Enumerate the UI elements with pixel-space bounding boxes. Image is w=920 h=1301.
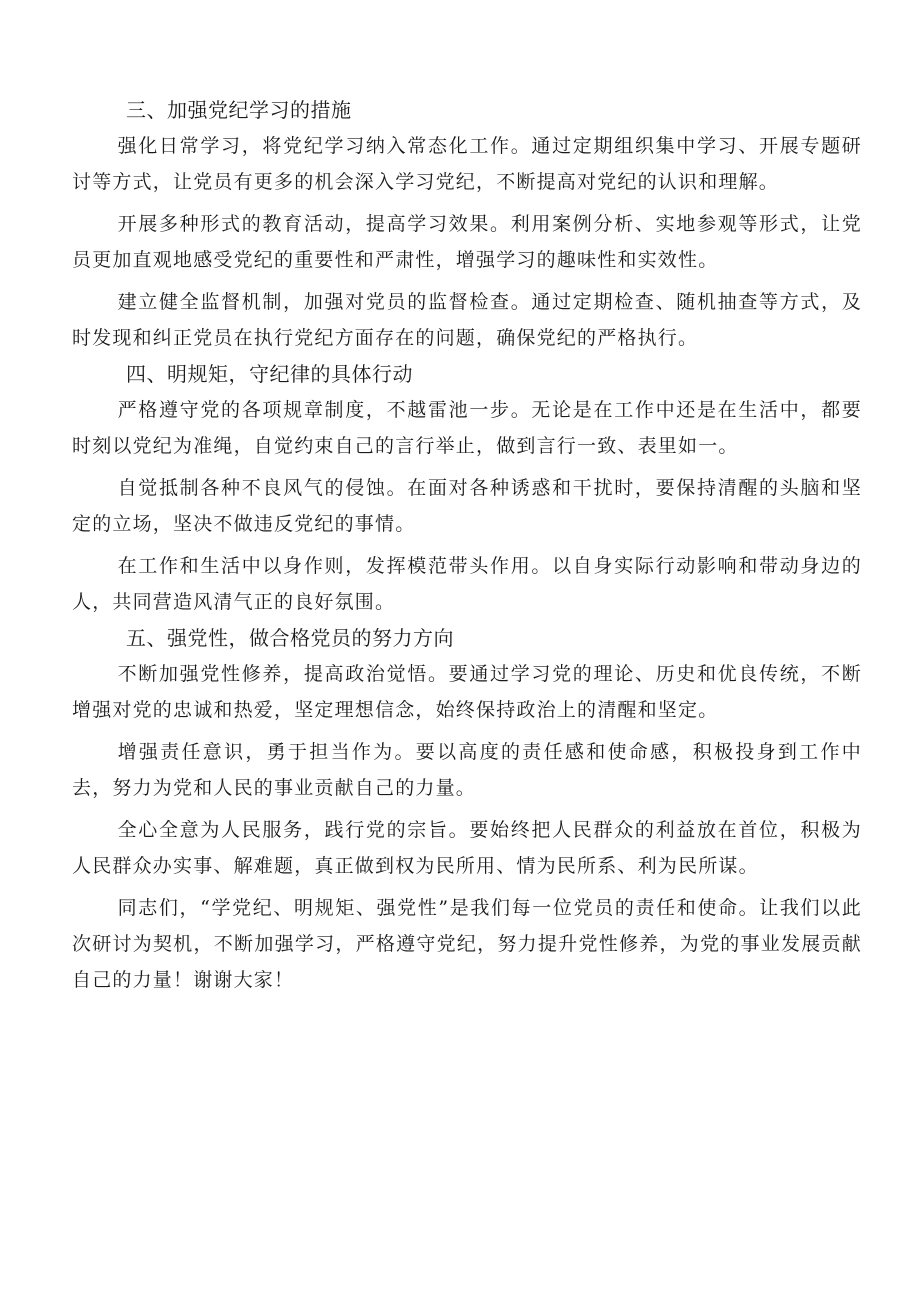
paragraph: 强化日常学习，将党纪学习纳入常态化工作。通过定期组织集中学习、开展专题研讨等方式，让党员有更多的机会深入学习党纪，不断提高对党纪的认识和理解。: [72, 135, 862, 193]
paragraph: 开展多种形式的教育活动，提高学习效果。利用案例分析、实地参观等形式，让党员更加直观地感受党纪的重要性和严肃性，增强学习的趣味性和实效性。: [72, 213, 862, 271]
paragraph: 建立健全监督机制，加强对党员的监督检查。通过定期检查、随机抽查等方式，及时发现和纠正党员在执行党纪方面存在的问题，确保党纪的严格执行。: [72, 291, 862, 349]
paragraph: 增强责任意识，勇于担当作为。要以高度的责任感和使命感，积极投身到工作中去，努力为党和人民的事业贡献自己的力量。: [72, 741, 862, 799]
closing-paragraph: 同志们，“学党纪、明规矩、强党性”是我们每一位党员的责任和使命。让我们以此次研讨为契机，不断加强学习，严格遵守党纪，努力提升党性修养，为党的事业发展贡献自己的力量！谢谢大家！: [72, 897, 862, 991]
document-body: [72, 92, 862, 998]
paragraph: 全心全意为人民服务，践行党的宗旨。要始终把人民群众的利益放在首位，积极为人民群众办实事、解难题，真正做到权为民所用、情为民所系、利为民所谋。: [72, 819, 862, 877]
paragraph: 自觉抵制各种不良风气的侵蚀。在面对各种诱惑和干扰时，要保持清醒的头脑和坚定的立场，坚决不做违反党纪的事情。: [72, 477, 862, 535]
paragraph: 不断加强党性修养，提高政治觉悟。要通过学习党的理论、历史和优良传统，不断增强对党的忠诚和热爱，坚定理想信念，始终保持政治上的清醒和坚定。: [72, 663, 862, 721]
paragraph: 严格遵守党的各项规章制度，不越雷池一步。无论是在工作中还是在生活中，都要时刻以党纪为准绳，自觉约束自己的言行举止，做到言行一致、表里如一。: [72, 399, 862, 457]
section-heading-3: 三、加强党纪学习的措施: [126, 98, 352, 122]
section-heading-4: 四、明规矩，守纪律的具体行动: [126, 362, 413, 386]
paragraph: 在工作和生活中以身作则，发挥模范带头作用。以自身实际行动影响和带动身边的人，共同营造风清气正的良好氛围。: [72, 555, 862, 613]
section-heading-5: 五、强党性，做合格党员的努力方向: [126, 626, 454, 650]
